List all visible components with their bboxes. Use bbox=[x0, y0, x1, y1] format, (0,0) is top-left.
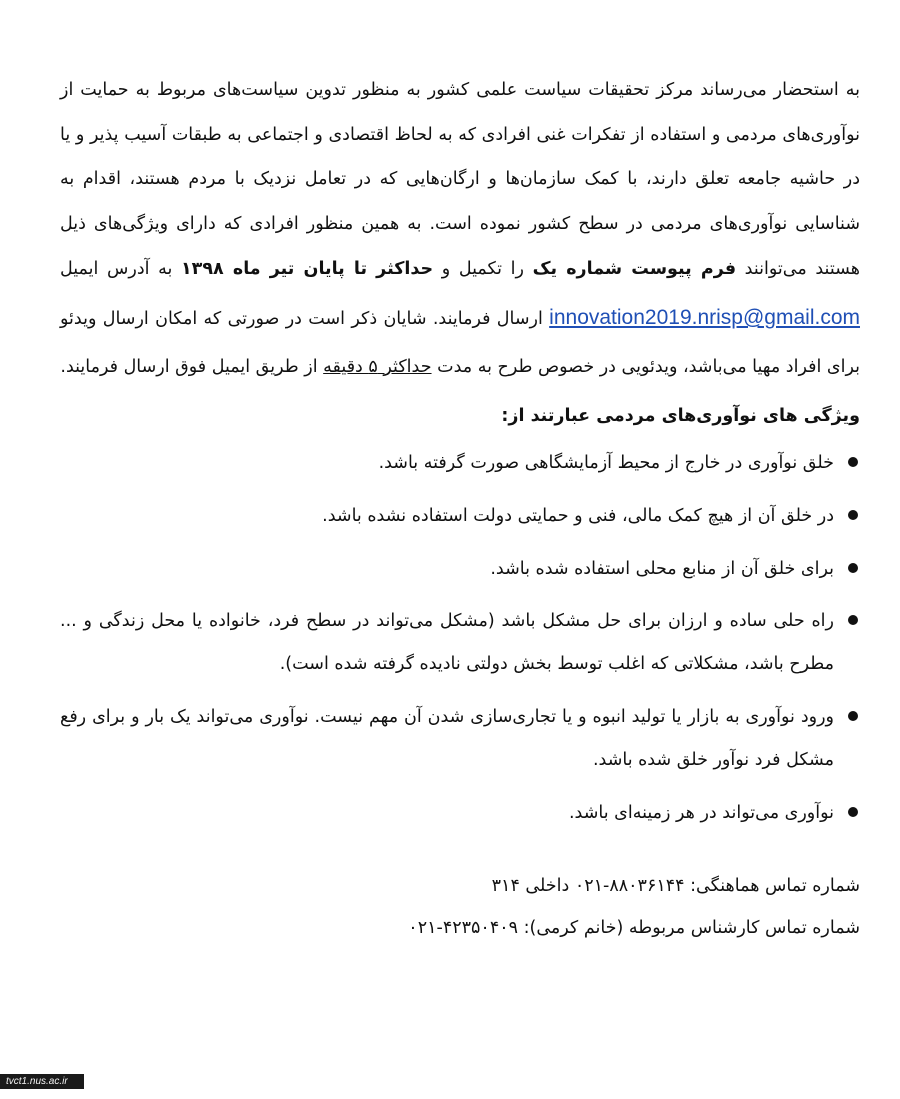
intro-text-5: از طریق ایمیل فوق ارسال فرمایند. bbox=[60, 356, 318, 377]
intro-text-2: را تکمیل و bbox=[441, 258, 524, 279]
bullet-icon bbox=[848, 510, 858, 520]
list-item-text: در خلق آن از هیچ کمک مالی، فنی و حمایتی دولت استفاده نشده باشد. bbox=[322, 505, 834, 526]
list-item-text: نوآوری می‌تواند در هر زمینه‌ای باشد. bbox=[568, 802, 834, 823]
list-item bbox=[60, 696, 860, 782]
form-attachment-label: فرم پیوست شماره یک bbox=[532, 258, 737, 279]
site-watermark: tvct1.nus.ac.ir bbox=[0, 1074, 84, 1089]
document-body bbox=[60, 68, 860, 949]
video-duration-label: حداکثر ۵ دقیقه bbox=[323, 356, 432, 377]
bullet-icon bbox=[848, 711, 858, 721]
bullet-icon bbox=[848, 563, 858, 573]
intro-paragraph bbox=[60, 68, 860, 389]
intro-text-1: به استحضار می‌رساند مرکز تحقیقات سیاست علمی کشور به منظور تدوین سیاست‌های مربوط به حمایت از نوآوری‌های مردمی و استفاده از تفکرات غنی افرادی که به لحاظ اقتصادی و اجتماعی به طبقات آسیب پذیر و یا در حاشیه جامعه تعلق دارند، با کمک سازمان‌ها و ارگان‌هایی که در تعامل نزدیک با مردم هستند، اقدام به شناسایی نوآوری‌های مردمی در سطح کشور نموده است. به همین منظور افرادی که دارای ویژگی‌های ذیل هستند می‌توانند bbox=[60, 80, 860, 279]
coordination-phone: شماره تماس هماهنگی: ۸۸۰۳۶۱۴۴-۰۲۱ داخلی ۳۱۴ bbox=[491, 875, 860, 896]
list-item-text: خلق نوآوری در خارج از محیط آزمایشگاهی صورت گرفته باشد. bbox=[378, 452, 834, 473]
list-item-text: راه حلی ساده و ارزان برای حل مشکل باشد (مشکل می‌تواند در سطح فرد، خانواده یا محل زندگی و ... مطرح باشد، مشکلاتی که اغلب توسط بخش دولتی نادیده گرفته شده است). bbox=[60, 611, 834, 675]
features-list bbox=[60, 442, 860, 835]
list-item bbox=[60, 792, 860, 835]
bullet-icon bbox=[848, 457, 858, 467]
list-item bbox=[60, 600, 860, 686]
bullet-icon bbox=[848, 807, 858, 817]
list-item bbox=[60, 548, 860, 591]
intro-text-4: ارسال فرمایند. شایان ذکر است در صورتی که امکان ارسال ویدئو برای افراد مهیا می‌باشد، ویدئویی در خصوص طرح به مدت bbox=[60, 309, 860, 377]
deadline-label: حداکثر تا پایان تیر ماه ۱۳۹۸ bbox=[180, 258, 434, 279]
contact-section bbox=[60, 865, 860, 949]
list-item bbox=[60, 442, 860, 485]
list-item-text: برای خلق آن از منابع محلی استفاده شده باشد. bbox=[490, 558, 834, 579]
bullet-icon bbox=[848, 615, 858, 625]
features-heading: ویژگی های نوآوری‌های مردمی عبارتند از: bbox=[501, 406, 860, 427]
email-link[interactable]: innovation2019.nrisp@gmail.com bbox=[549, 306, 860, 330]
expert-phone: شماره تماس کارشناس مربوطه (خانم کرمی): ۴۲۳۵۰۴۰۹-۰۲۱ bbox=[408, 917, 860, 938]
intro-text-3: به آدرس ایمیل bbox=[60, 258, 173, 279]
list-item-text: ورود نوآوری به بازار یا تولید انبوه و یا تجاری‌سازی شدن آن مهم نیست. نوآوری می‌تواند یک بار و برای رفع مشکل فرد نوآور خلق شده باشد. bbox=[60, 707, 834, 771]
list-item bbox=[60, 495, 860, 538]
